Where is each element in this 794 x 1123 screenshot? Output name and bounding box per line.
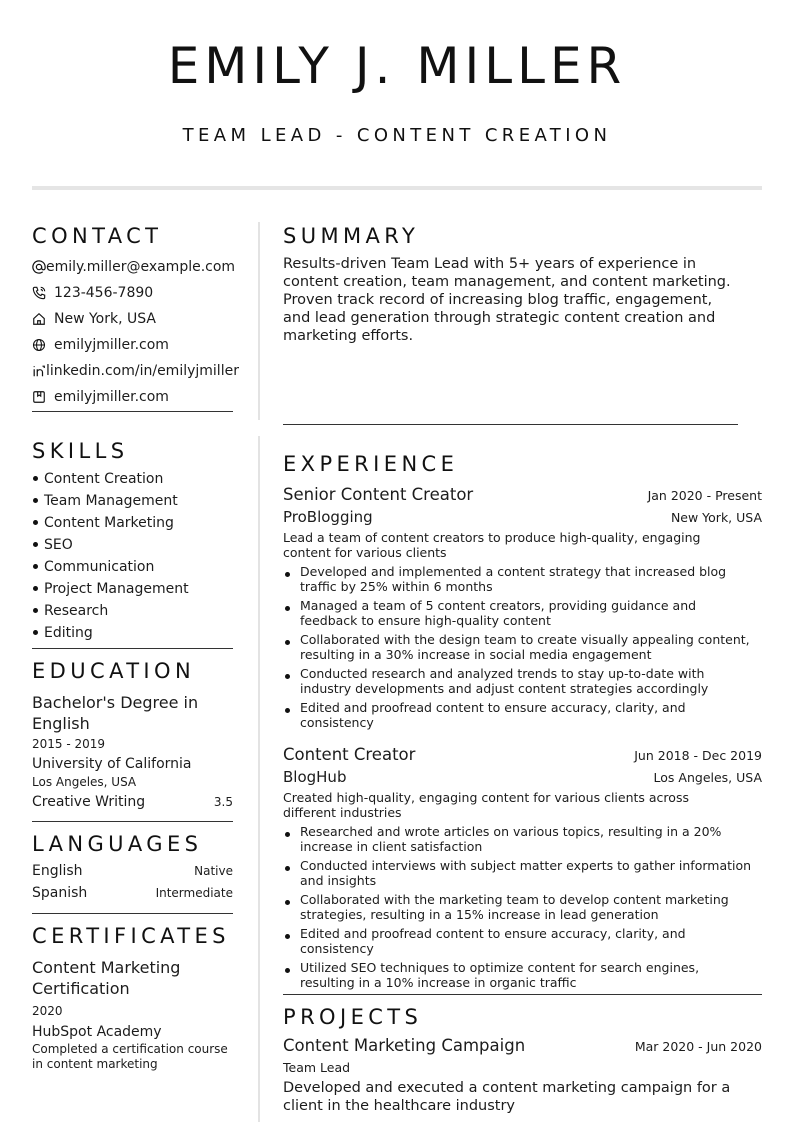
experience-section	[283, 450, 762, 995]
bullet-dot	[285, 708, 290, 713]
bullet-dot	[285, 968, 290, 973]
left-column	[32, 222, 239, 1072]
job-bullet: Collaborated with the design team to create visually appealing content, resulting in a 30% increase in social media engagement	[283, 632, 757, 662]
job-company: BlogHub	[283, 768, 347, 786]
bullet-dot	[285, 572, 290, 577]
bullet-dot	[285, 674, 290, 679]
education-degree: Bachelor's Degree in English	[32, 693, 199, 733]
certificate-year: 2020	[32, 1004, 63, 1018]
header-divider	[32, 186, 762, 190]
contact-email[interactable]	[32, 254, 236, 280]
education-divider	[32, 821, 233, 822]
column-divider-bottom	[258, 436, 260, 1122]
skills-list	[32, 468, 233, 644]
contact-location	[32, 306, 233, 332]
job-bullet: Conducted research and analyzed trends to stay up-to-date with industry developments and adjust content strategies accordingly	[283, 666, 757, 696]
projects-heading: PROJECTS	[283, 1005, 423, 1029]
bookmark-icon	[32, 390, 54, 404]
contact-divider	[32, 411, 233, 412]
job-bullet: Conducted interviews with subject matter experts to gather information and insights	[283, 858, 757, 888]
experience-divider	[283, 994, 762, 995]
job-header	[283, 484, 762, 506]
skill-item: Editing	[32, 622, 233, 644]
bullet-dot	[285, 866, 290, 871]
certificates-section	[32, 922, 233, 1072]
job-bullets	[283, 564, 762, 730]
languages-heading: LANGUAGES	[32, 832, 203, 856]
job-company: ProBlogging	[283, 508, 373, 526]
certificates-heading: CERTIFICATES	[32, 924, 230, 948]
job-bullet: Developed and implemented a content strategy that increased blog traffic by 25% within 6 months	[283, 564, 757, 594]
education-location: Los Angeles, USA	[32, 775, 137, 789]
right-column	[283, 222, 762, 1115]
job-bullet: Utilized SEO techniques to optimize content for search engines, resulting in a 10% increase in organic traffic	[283, 960, 757, 990]
contact-heading: CONTACT	[32, 224, 163, 248]
skills-divider	[32, 648, 233, 649]
bullet-dot	[285, 606, 290, 611]
globe-icon	[32, 338, 54, 352]
contact-section	[32, 222, 239, 412]
contact-website-text: emilyjmiller.com	[54, 337, 169, 353]
bullet-dot	[33, 630, 38, 635]
skill-item: Communication	[32, 556, 233, 578]
contact-portfolio-text: emilyjmiller.com	[54, 389, 169, 405]
job-title: TEAM LEAD - CONTENT CREATION	[182, 125, 612, 146]
skill-item: Research	[32, 600, 233, 622]
education-dates: 2015 - 2019	[32, 737, 106, 751]
bullet-dot	[33, 498, 38, 503]
language-name: Spanish	[32, 885, 88, 901]
education-focus: Creative Writing	[32, 794, 146, 810]
at-icon	[32, 260, 46, 274]
job-bullets	[283, 824, 762, 990]
languages-divider	[32, 913, 233, 914]
job-entry	[283, 744, 762, 990]
projects-section	[283, 1003, 762, 1115]
job-bullet: Collaborated with the marketing team to develop content marketing strategies, resulting in a 15% increase in lead generation	[283, 892, 757, 922]
contact-location-text: New York, USA	[54, 311, 156, 327]
language-level: Intermediate	[155, 886, 233, 900]
certificate-name: Content Marketing Certification	[32, 958, 181, 998]
skills-section	[32, 437, 233, 649]
skill-item: Project Management	[32, 578, 233, 600]
bullet-dot	[285, 934, 290, 939]
bullet-dot	[33, 586, 38, 591]
home-icon	[32, 312, 54, 326]
skill-item: SEO	[32, 534, 233, 556]
languages-section	[32, 830, 233, 914]
job-bullet: Edited and proofread content to ensure accuracy, clarity, and consistency	[283, 700, 757, 730]
summary-text: Results-driven Team Lead with 5+ years of experience in content creation, team management, and content marketing. Proven track record of increasing blog traffic, engagement, and lead generation through strategic content creation and marketing efforts.	[283, 256, 731, 344]
bullet-dot	[33, 476, 38, 481]
job-company-row	[283, 506, 762, 528]
bullet-dot	[33, 520, 38, 525]
project-name: Content Marketing Campaign	[283, 1036, 526, 1055]
skill-item: Team Management	[32, 490, 233, 512]
job-dates: Jan 2020 - Present	[647, 488, 762, 503]
certificate-issuer: HubSpot Academy	[32, 1024, 162, 1040]
education-school: University of California	[32, 756, 192, 772]
certificate-description: Completed a certification course in content marketing	[32, 1042, 228, 1071]
job-entry	[283, 484, 762, 730]
bullet-dot	[285, 832, 290, 837]
job-company-row	[283, 766, 762, 788]
bullet-dot	[33, 608, 38, 613]
skill-item: Content Creation	[32, 468, 233, 490]
job-header	[283, 744, 762, 766]
contact-linkedin[interactable]	[32, 358, 239, 384]
contact-email-text: emily.miller@example.com	[46, 259, 236, 275]
contact-list	[32, 254, 239, 410]
project-header	[283, 1035, 762, 1057]
job-description: Lead a team of content creators to produce high-quality, engaging content for various clients	[283, 530, 701, 560]
job-location: Los Angeles, USA	[653, 770, 762, 785]
bullet-dot	[33, 564, 38, 569]
education-heading: EDUCATION	[32, 659, 196, 683]
job-description: Created high-quality, engaging content for various clients across different industries	[283, 790, 689, 820]
education-gpa: 3.5	[213, 795, 233, 809]
project-dates: Mar 2020 - Jun 2020	[634, 1039, 762, 1054]
skill-item: Content Marketing	[32, 512, 233, 534]
contact-portfolio[interactable]	[32, 384, 233, 410]
phone-icon	[32, 286, 54, 300]
contact-phone[interactable]	[32, 280, 233, 306]
language-level: Native	[194, 864, 233, 878]
bullet-dot	[285, 640, 290, 645]
bullet-dot	[33, 542, 38, 547]
job-bullet: Researched and wrote articles on various topics, resulting in a 20% increase in client satisfaction	[283, 824, 757, 854]
project-description: Developed and executed a content marketing campaign for a client in the healthcare industry	[283, 1080, 731, 1114]
candidate-name: EMILY J. MILLER	[167, 37, 627, 95]
job-bullet: Edited and proofread content to ensure accuracy, clarity, and consistency	[283, 926, 757, 956]
contact-linkedin-text: linkedin.com/in/emilyjmiller	[46, 363, 239, 379]
contact-website[interactable]	[32, 332, 233, 358]
summary-section	[283, 222, 762, 425]
contact-phone-text: 123-456-7890	[54, 285, 154, 301]
job-role: Senior Content Creator	[283, 485, 474, 504]
education-focus-row	[32, 793, 233, 812]
education-section	[32, 657, 233, 822]
skills-heading: SKILLS	[32, 439, 129, 463]
job-bullet: Managed a team of 5 content creators, providing guidance and feedback to ensure high-quality content	[283, 598, 757, 628]
linkedin-icon	[32, 364, 46, 378]
summary-divider	[283, 424, 738, 425]
experience-heading: EXPERIENCE	[283, 452, 459, 476]
job-role: Content Creator	[283, 745, 416, 764]
summary-heading: SUMMARY	[283, 224, 420, 248]
column-divider-top	[258, 222, 260, 420]
project-role: Team Lead	[283, 1060, 351, 1075]
job-dates: Jun 2018 - Dec 2019	[634, 748, 762, 763]
language-row	[32, 862, 233, 884]
bullet-dot	[285, 900, 290, 905]
job-location: New York, USA	[670, 510, 762, 525]
language-name: English	[32, 863, 83, 879]
language-row	[32, 884, 233, 906]
